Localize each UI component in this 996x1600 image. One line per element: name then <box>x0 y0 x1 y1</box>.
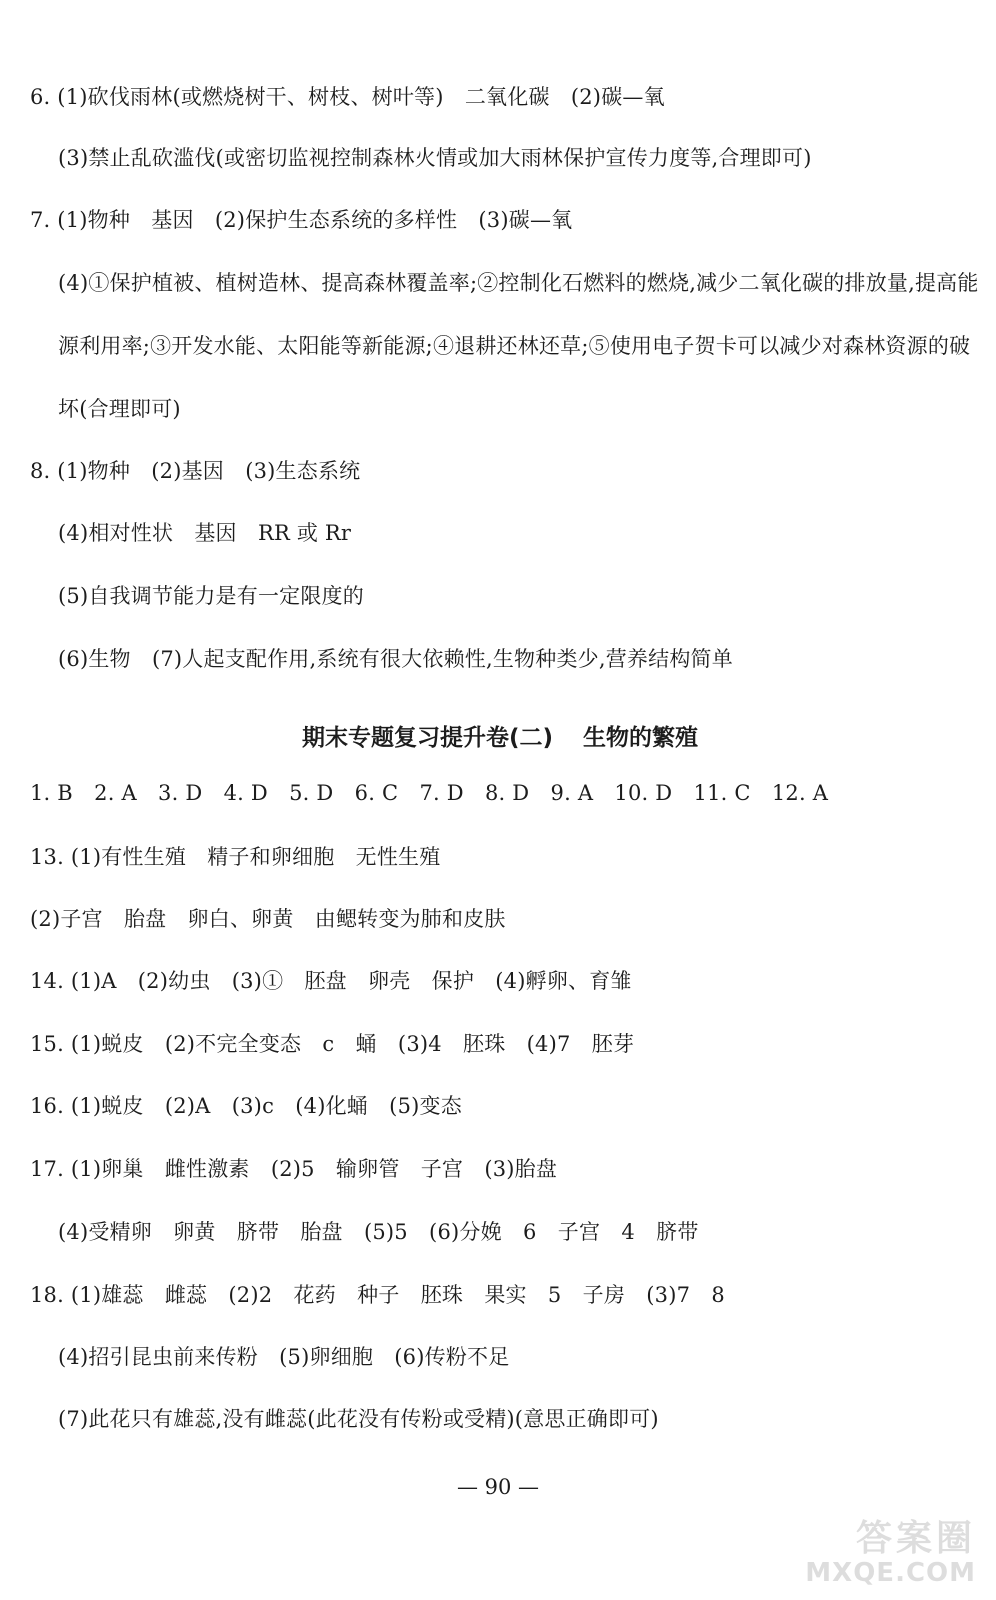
answer-line-14: 14. (1)A (2)幼虫 (3)① 胚盘 卵壳 保护 (4)孵卵、育雏 <box>30 969 632 993</box>
answer-line-6-3: (3)禁止乱砍滥伐(或密切监视控制森林火情或加大雨林保护宣传力度等,合理即可) <box>58 146 812 170</box>
answer-line-choices: 1. B 2. A 3. D 4. D 5. D 6. C 7. D 8. D 9. A 10. D 11. C 12. A <box>30 781 829 805</box>
answer-line-8-5: (5)自我调节能力是有一定限度的 <box>58 584 364 608</box>
answer-line-8-1: 8. (1)物种 (2)基因 (3)生态系统 <box>30 459 361 483</box>
answer-line-18-1: 18. (1)雄蕊 雌蕊 (2)2 花药 种子 胚珠 果实 5 子房 (3)7 8 <box>30 1283 725 1307</box>
answer-line-7-4c: 坏(合理即可) <box>58 397 181 421</box>
answer-line-7-4b: 源利用率;③开发水能、太阳能等新能源;④退耕还林还草;⑤使用电子贺卡可以减少对森林资源的破 <box>58 334 971 358</box>
answer-line-16: 16. (1)蜕皮 (2)A (3)c (4)化蛹 (5)变态 <box>30 1094 462 1118</box>
answer-line-18-7: (7)此花只有雄蕊,没有雌蕊(此花没有传粉或受精)(意思正确即可) <box>58 1407 659 1431</box>
answer-line-7-1: 7. (1)物种 基因 (2)保护生态系统的多样性 (3)碳—氧 <box>30 208 573 232</box>
answer-line-13-2: (2)子宫 胎盘 卵白、卵黄 由鳃转变为肺和皮肤 <box>30 907 506 931</box>
answer-line-17-4: (4)受精卵 卵黄 脐带 胎盘 (5)5 (6)分娩 6 子宫 4 脐带 <box>58 1220 699 1244</box>
answer-line-7-4a: (4)①保护植被、植树造林、提高森林覆盖率;②控制化石燃料的燃烧,减少二氧化碳的排放量,提高能 <box>58 271 979 295</box>
section-heading-title: 期末专题复习提升卷(二) <box>301 725 553 751</box>
answer-line-18-4: (4)招引昆虫前来传粉 (5)卵细胞 (6)传粉不足 <box>58 1345 510 1369</box>
section-heading <box>0 723 996 753</box>
answer-line-6-1: 6. (1)砍伐雨林(或燃烧树干、树枝、树叶等) 二氧化碳 (2)碳—氧 <box>30 85 665 109</box>
section-heading-topic: 生物的繁殖 <box>583 725 699 751</box>
answer-line-8-6: (6)生物 (7)人起支配作用,系统有很大依赖性,生物种类少,营养结构简单 <box>58 647 733 671</box>
watermark-site-text: MXQE.COM <box>805 1558 976 1588</box>
answer-line-8-4: (4)相对性状 基因 RR 或 Rr <box>58 521 352 545</box>
answer-line-17-1: 17. (1)卵巢 雌性激素 (2)5 输卵管 子宫 (3)胎盘 <box>30 1157 558 1181</box>
answer-line-13-1: 13. (1)有性生殖 精子和卵细胞 无性生殖 <box>30 845 441 869</box>
answer-line-15: 15. (1)蜕皮 (2)不完全变态 c 蛹 (3)4 胚珠 (4)7 胚芽 <box>30 1032 635 1056</box>
watermark-logo <box>766 1510 976 1588</box>
page-number: — 90 — <box>456 1475 540 1499</box>
watermark-logo-text: 答案圈 <box>855 1518 976 1559</box>
